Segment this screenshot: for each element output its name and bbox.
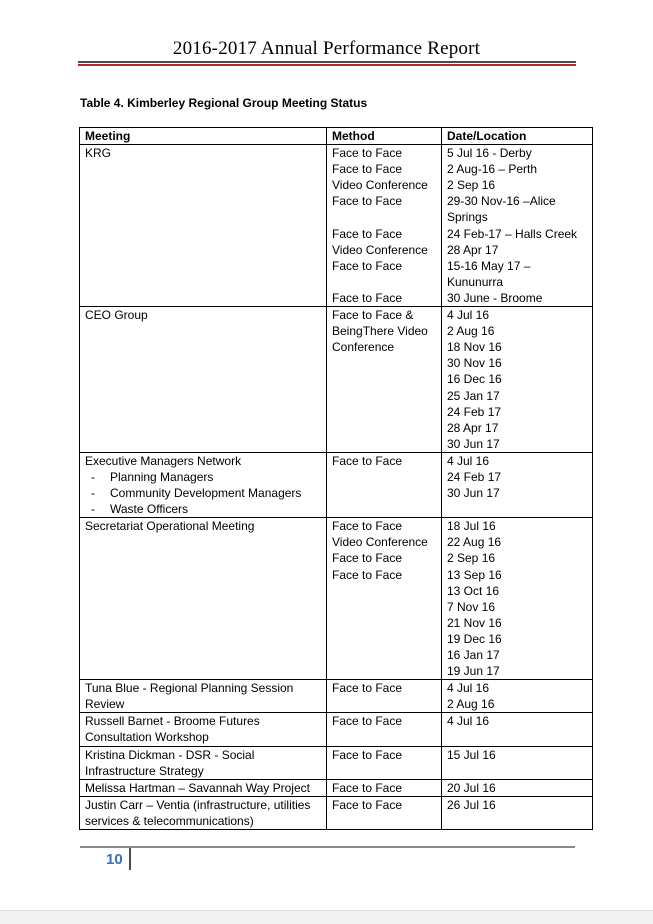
method-cell-line: Face to Face — [332, 551, 403, 566]
date-location-cell-line: 5 Jul 16 - Derby — [447, 146, 532, 161]
date-location-cell — [442, 145, 593, 307]
method-cell-line: Face to Face — [332, 146, 403, 161]
date-location-cell-line: 4 Jul 16 — [447, 453, 490, 468]
method-cell — [327, 452, 442, 517]
date-location-cell-line: 30 June - Broome — [447, 290, 543, 305]
meeting-status-table — [79, 127, 593, 830]
date-location-cell-line: 26 Jul 16 — [447, 797, 496, 812]
date-location-cell-line: 30 Jun 17 — [447, 436, 500, 451]
date-location-cell-line: 4 Jul 16 — [447, 681, 490, 696]
date-location-cell-line: 25 Jan 17 — [447, 388, 500, 403]
date-location-cell-line: 4 Jul 16 — [447, 714, 490, 729]
date-location-cell-line: 13 Sep 16 — [447, 567, 502, 582]
method-cell-line: Face to Face — [332, 162, 403, 177]
date-location-cell — [442, 680, 593, 713]
meeting-cell-line: Russell Barnet - Broome Futures — [85, 714, 260, 729]
meeting-cell-line: Consultation Workshop — [85, 730, 209, 745]
method-cell-line — [332, 209, 436, 225]
method-cell-line: Face to Face — [332, 681, 403, 696]
method-cell-line: Face to Face — [332, 519, 403, 534]
date-location-cell — [442, 779, 593, 796]
method-cell-line: Face to Face — [332, 567, 403, 582]
meeting-cell — [80, 746, 327, 779]
method-cell-line — [332, 274, 436, 290]
method-cell-line: Conference — [332, 340, 395, 355]
date-location-cell-line: 16 Jan 17 — [447, 648, 500, 662]
table-row — [80, 713, 593, 746]
date-location-cell-line: 7 Nov 16 — [447, 599, 496, 614]
date-location-cell — [442, 452, 593, 517]
meeting-cell — [80, 796, 327, 829]
column-header-method: Method — [327, 128, 442, 145]
method-cell-line: Face to Face — [332, 194, 403, 209]
meeting-sub-label: Waste Officers — [110, 502, 189, 517]
date-location-cell-line: Kununurra — [447, 274, 504, 289]
meeting-cell — [80, 518, 327, 680]
page-number-bar — [129, 848, 131, 870]
date-location-cell-line: 24 Feb-17 – Halls Creek — [447, 226, 578, 241]
table-row — [80, 779, 593, 796]
method-cell-line: Face to Face — [332, 780, 403, 795]
page-number: 10 — [106, 851, 123, 868]
method-cell-line: Face to Face & — [332, 308, 414, 323]
table-row — [80, 307, 593, 453]
method-cell — [327, 713, 442, 746]
meeting-cell-line: Justin Carr – Ventia (infrastructure, utilities — [85, 797, 311, 812]
column-header-date-location: Date/Location — [442, 128, 593, 145]
table-row — [80, 746, 593, 779]
meeting-cell — [80, 779, 327, 796]
list-dash: - — [91, 502, 95, 517]
list-dash: - — [91, 486, 95, 501]
table-caption: Table 4. Kimberley Regional Group Meeting Status — [80, 96, 368, 110]
date-location-cell-line: 13 Oct 16 — [447, 583, 500, 598]
meeting-cell — [80, 713, 327, 746]
method-cell-line: Face to Face — [332, 453, 403, 468]
date-location-cell — [442, 796, 593, 829]
date-location-cell — [442, 518, 593, 680]
date-location-cell-line: 28 Apr 17 — [447, 420, 499, 435]
table-row — [80, 452, 593, 517]
list-dash: - — [91, 469, 95, 484]
date-location-cell-line: 30 Nov 16 — [447, 356, 502, 371]
method-cell — [327, 680, 442, 713]
meeting-sub-item — [85, 501, 321, 517]
meeting-cell-line: Kristina Dickman - DSR - Social — [85, 747, 255, 762]
meeting-cell-line: services & telecommunications) — [85, 813, 254, 828]
date-location-cell-line: 18 Nov 16 — [447, 340, 502, 355]
meeting-sub-item — [85, 469, 321, 485]
date-location-cell — [442, 307, 593, 453]
meeting-cell-line: KRG — [85, 146, 112, 161]
header-rule-red — [78, 64, 576, 66]
method-cell — [327, 307, 442, 453]
meeting-cell-line: CEO Group — [85, 308, 148, 323]
date-location-cell-line: 24 Feb 17 — [447, 469, 502, 484]
date-location-cell-line: 29-30 Nov-16 –Alice — [447, 194, 556, 209]
date-location-cell-line: 2 Sep 16 — [447, 178, 496, 193]
date-location-cell-line: 19 Jun 17 — [447, 664, 500, 679]
method-cell — [327, 518, 442, 680]
method-cell-line: Face to Face — [332, 290, 403, 305]
meeting-cell-line: Review — [85, 697, 125, 712]
meeting-cell-line: Melissa Hartman – Savannah Way Project — [85, 780, 310, 795]
table-header-row — [80, 128, 593, 145]
method-cell — [327, 796, 442, 829]
date-location-cell — [442, 746, 593, 779]
date-location-cell-line: 4 Jul 16 — [447, 308, 490, 323]
date-location-cell — [442, 713, 593, 746]
date-location-cell-line: 21 Nov 16 — [447, 615, 502, 630]
meeting-cell-line: Executive Managers Network — [85, 453, 242, 468]
method-cell-line: Face to Face — [332, 714, 403, 729]
date-location-cell-line: 20 Jul 16 — [447, 780, 496, 795]
meeting-sub-label: Planning Managers — [110, 469, 214, 484]
meeting-cell-line: Tuna Blue - Regional Planning Session — [85, 681, 294, 696]
method-cell-line: Face to Face — [332, 797, 403, 812]
method-cell — [327, 145, 442, 307]
table-row — [80, 145, 593, 307]
meeting-sub-label: Community Development Managers — [110, 486, 302, 501]
date-location-cell-line: 15-16 May 17 – — [447, 258, 531, 273]
date-location-cell-line: 2 Aug 16 — [447, 697, 495, 712]
meeting-sub-item — [85, 485, 321, 501]
report-title: 2016-2017 Annual Performance Report — [172, 38, 481, 59]
meeting-cell — [80, 307, 327, 453]
column-header-meeting: Meeting — [80, 128, 327, 145]
date-location-cell-line: 2 Sep 16 — [447, 551, 496, 566]
method-cell — [327, 779, 442, 796]
date-location-cell-line: 15 Jul 16 — [447, 747, 496, 762]
table-row — [80, 680, 593, 713]
page-bottom-edge — [0, 910, 653, 924]
header-rule-dark — [78, 61, 576, 63]
method-cell-line: Face to Face — [332, 226, 403, 241]
date-location-cell-line: 24 Feb 17 — [447, 404, 502, 419]
date-location-cell-line: 19 Dec 16 — [447, 631, 502, 646]
date-location-cell-line: 22 Aug 16 — [447, 535, 502, 550]
method-cell — [327, 746, 442, 779]
method-cell-line: Video Conference — [332, 242, 428, 257]
meeting-cell-line: Infrastructure Strategy — [85, 763, 204, 778]
date-location-cell-line: 16 Dec 16 — [447, 372, 502, 387]
meeting-cell — [80, 145, 327, 307]
method-cell-line: Video Conference — [332, 178, 428, 193]
meeting-cell — [80, 680, 327, 713]
date-location-cell-line: 18 Jul 16 — [447, 519, 496, 534]
date-location-cell-line: 30 Jun 17 — [447, 486, 500, 501]
table-row — [80, 796, 593, 829]
footer-rule — [80, 846, 575, 848]
date-location-cell-line: Springs — [447, 210, 488, 225]
date-location-cell-line: 2 Aug 16 — [447, 324, 495, 339]
table-body — [80, 145, 593, 830]
meeting-cell — [80, 452, 327, 517]
table-row — [80, 518, 593, 680]
method-cell-line: Face to Face — [332, 258, 403, 273]
date-location-cell-line: 28 Apr 17 — [447, 242, 499, 257]
method-cell-line: BeingThere Video — [332, 324, 428, 339]
method-cell-line: Video Conference — [332, 535, 428, 550]
meeting-cell-line: Secretariat Operational Meeting — [85, 519, 255, 534]
date-location-cell-line: 2 Aug-16 – Perth — [447, 162, 538, 177]
method-cell-line: Face to Face — [332, 747, 403, 762]
